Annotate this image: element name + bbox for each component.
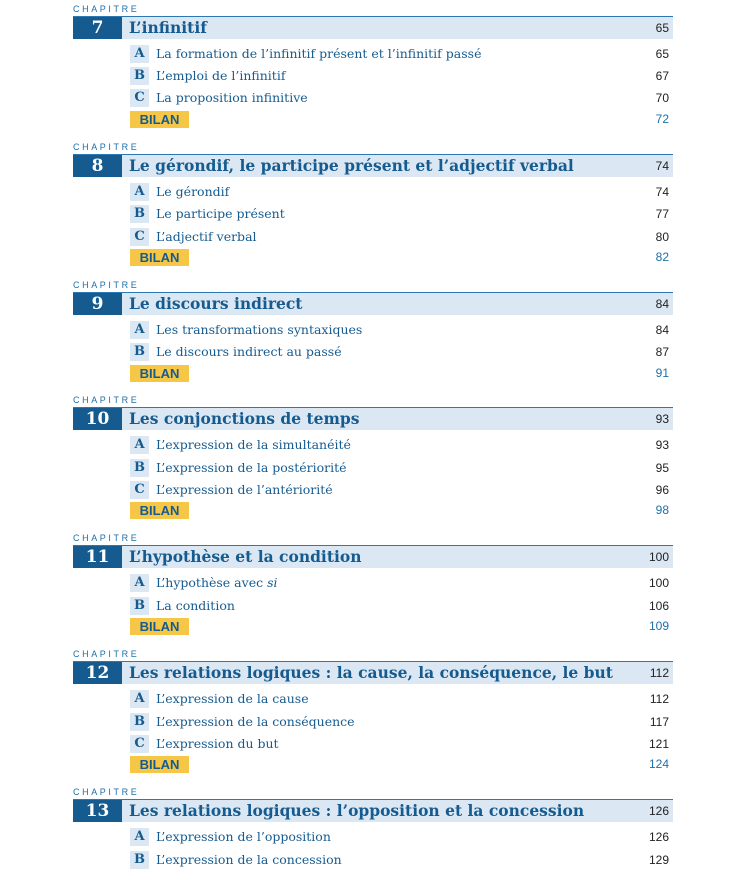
chapter-title[interactable]: Les relations logiques : la cause, la conséquence, le but — [129, 663, 613, 682]
section-entry[interactable] — [130, 459, 673, 477]
bilan-page: 91 — [655, 366, 669, 380]
section-letter: A — [130, 183, 149, 201]
section-title[interactable]: L’adjectif verbal — [156, 229, 257, 244]
section-title[interactable]: L’expression de la simultanéité — [156, 437, 351, 452]
section-entry[interactable] — [130, 851, 673, 869]
bilan-badge[interactable]: BILAN — [130, 618, 189, 635]
section-letter: C — [130, 228, 149, 246]
section-title[interactable]: La formation de l’infinitif présent et l’infinitif passé — [156, 46, 482, 61]
section-entry[interactable] — [130, 321, 673, 339]
chapter-heading[interactable] — [73, 16, 673, 39]
bilan-entry[interactable] — [130, 111, 673, 129]
section-letter: C — [130, 89, 149, 107]
bilan-entry[interactable] — [130, 365, 673, 383]
chapter-number: 10 — [73, 408, 122, 430]
section-letter: B — [130, 459, 149, 477]
bilan-badge[interactable]: BILAN — [130, 502, 189, 519]
section-entry[interactable] — [130, 690, 673, 708]
chapter-number: 9 — [73, 293, 122, 315]
chapter-label: CHAPITRE — [73, 533, 140, 543]
section-title[interactable]: Le gérondif — [156, 184, 230, 199]
section-page: 95 — [655, 461, 669, 475]
section-entry[interactable] — [130, 205, 673, 223]
chapter-title[interactable]: Le discours indirect — [129, 294, 303, 313]
section-letter: B — [130, 343, 149, 361]
chapter-heading[interactable] — [73, 661, 673, 684]
section-letter: C — [130, 481, 149, 499]
section-page: 106 — [648, 599, 669, 613]
chapter-title[interactable]: L’infinitif — [129, 18, 207, 37]
section-entry[interactable] — [130, 228, 673, 246]
section-page: 126 — [648, 830, 669, 844]
chapter-page: 74 — [655, 159, 669, 173]
chapter-number: 11 — [73, 546, 122, 568]
section-page: 87 — [655, 345, 669, 359]
section-entry[interactable] — [130, 713, 673, 731]
chapter-page: 84 — [655, 297, 669, 311]
bilan-badge[interactable]: BILAN — [130, 111, 189, 128]
section-entry[interactable] — [130, 343, 673, 361]
chapter-heading[interactable] — [73, 407, 673, 430]
section-letter: B — [130, 597, 149, 615]
chapter-label: CHAPITRE — [73, 649, 140, 659]
section-page: 93 — [655, 438, 669, 452]
chapter-label: CHAPITRE — [73, 4, 140, 14]
section-title[interactable]: L’expression de la cause — [156, 691, 309, 706]
chapter-number: 8 — [73, 155, 122, 177]
section-entry[interactable] — [130, 67, 673, 85]
chapter-page: 65 — [655, 21, 669, 35]
section-title[interactable] — [156, 574, 278, 592]
section-entry[interactable] — [130, 45, 673, 63]
section-page: 74 — [655, 185, 669, 199]
chapter-title[interactable]: Les relations logiques : l’opposition et la concession — [129, 801, 585, 820]
chapter-label: CHAPITRE — [73, 280, 140, 290]
chapter-heading[interactable] — [73, 292, 673, 315]
chapter-number: 7 — [73, 17, 122, 39]
section-entry[interactable] — [130, 574, 673, 592]
chapter-label: CHAPITRE — [73, 395, 140, 405]
section-letter: C — [130, 735, 149, 753]
section-title[interactable]: L’expression de la postériorité — [156, 460, 347, 475]
chapter-page: 93 — [655, 412, 669, 426]
chapter-heading[interactable] — [73, 154, 673, 177]
section-letter: A — [130, 45, 149, 63]
section-title[interactable]: Les transformations syntaxiques — [156, 322, 363, 337]
section-title[interactable]: L’expression du but — [156, 736, 279, 751]
chapter-label: CHAPITRE — [73, 142, 140, 152]
chapter-page: 100 — [648, 550, 669, 564]
section-page: 100 — [648, 576, 669, 590]
section-letter: B — [130, 851, 149, 869]
bilan-page: 72 — [655, 112, 669, 126]
section-page: 65 — [655, 47, 669, 61]
section-page: 112 — [649, 692, 669, 706]
section-entry[interactable] — [130, 436, 673, 454]
section-page: 80 — [655, 230, 669, 244]
section-title-emphasis: si — [267, 575, 278, 590]
section-page: 84 — [655, 323, 669, 337]
chapter-number: 13 — [73, 800, 122, 822]
bilan-page: 82 — [655, 250, 669, 264]
section-title[interactable]: La proposition infinitive — [156, 90, 308, 105]
chapter-heading[interactable] — [73, 799, 673, 822]
section-page: 77 — [655, 207, 669, 221]
section-page: 129 — [648, 853, 669, 867]
section-title[interactable]: L’expression de la concession — [156, 852, 342, 867]
chapter-title[interactable]: Le gérondif, le participe présent et l’adjectif verbal — [129, 156, 574, 175]
section-page: 117 — [649, 715, 669, 729]
section-title-text: L’hypothèse avec — [156, 575, 264, 590]
section-page: 67 — [655, 69, 669, 83]
section-entry[interactable] — [130, 183, 673, 201]
section-title[interactable]: La condition — [156, 598, 235, 613]
section-letter: A — [130, 690, 149, 708]
section-letter: A — [130, 828, 149, 846]
chapter-label: CHAPITRE — [73, 787, 140, 797]
chapter-page: 112 — [649, 666, 669, 680]
bilan-badge[interactable]: BILAN — [130, 365, 189, 382]
chapter-page: 126 — [648, 804, 669, 818]
bilan-entry[interactable] — [130, 618, 673, 636]
bilan-badge[interactable]: BILAN — [130, 756, 189, 773]
chapter-title[interactable]: Les conjonctions de temps — [129, 409, 360, 428]
section-entry[interactable] — [130, 89, 673, 107]
chapter-number: 12 — [73, 662, 122, 684]
section-letter: A — [130, 436, 149, 454]
bilan-page: 98 — [655, 503, 669, 517]
section-title[interactable]: L’expression de l’opposition — [156, 829, 331, 844]
bilan-entry[interactable] — [130, 502, 673, 520]
bilan-entry[interactable] — [130, 249, 673, 267]
section-entry[interactable] — [130, 735, 673, 753]
section-page: 70 — [655, 91, 669, 105]
section-letter: B — [130, 713, 149, 731]
section-entry[interactable] — [130, 597, 673, 615]
section-letter: B — [130, 67, 149, 85]
section-title[interactable]: Le participe présent — [156, 206, 285, 221]
section-page: 96 — [655, 483, 669, 497]
section-page: 121 — [648, 737, 669, 751]
section-letter: B — [130, 205, 149, 223]
bilan-page: 109 — [648, 619, 669, 633]
section-entry[interactable] — [130, 828, 673, 846]
bilan-page: 124 — [648, 757, 669, 771]
section-letter: A — [130, 574, 149, 592]
bilan-entry[interactable] — [130, 756, 673, 774]
chapter-title[interactable]: L’hypothèse et la condition — [129, 547, 362, 566]
chapter-heading[interactable] — [73, 545, 673, 568]
bilan-badge[interactable]: BILAN — [130, 249, 189, 266]
section-title[interactable]: L’expression de l’antériorité — [156, 482, 333, 497]
section-letter: A — [130, 321, 149, 339]
section-title[interactable]: Le discours indirect au passé — [156, 344, 342, 359]
section-title[interactable]: L’expression de la conséquence — [156, 714, 355, 729]
section-entry[interactable] — [130, 481, 673, 499]
section-title[interactable]: L’emploi de l’infinitif — [156, 68, 286, 83]
